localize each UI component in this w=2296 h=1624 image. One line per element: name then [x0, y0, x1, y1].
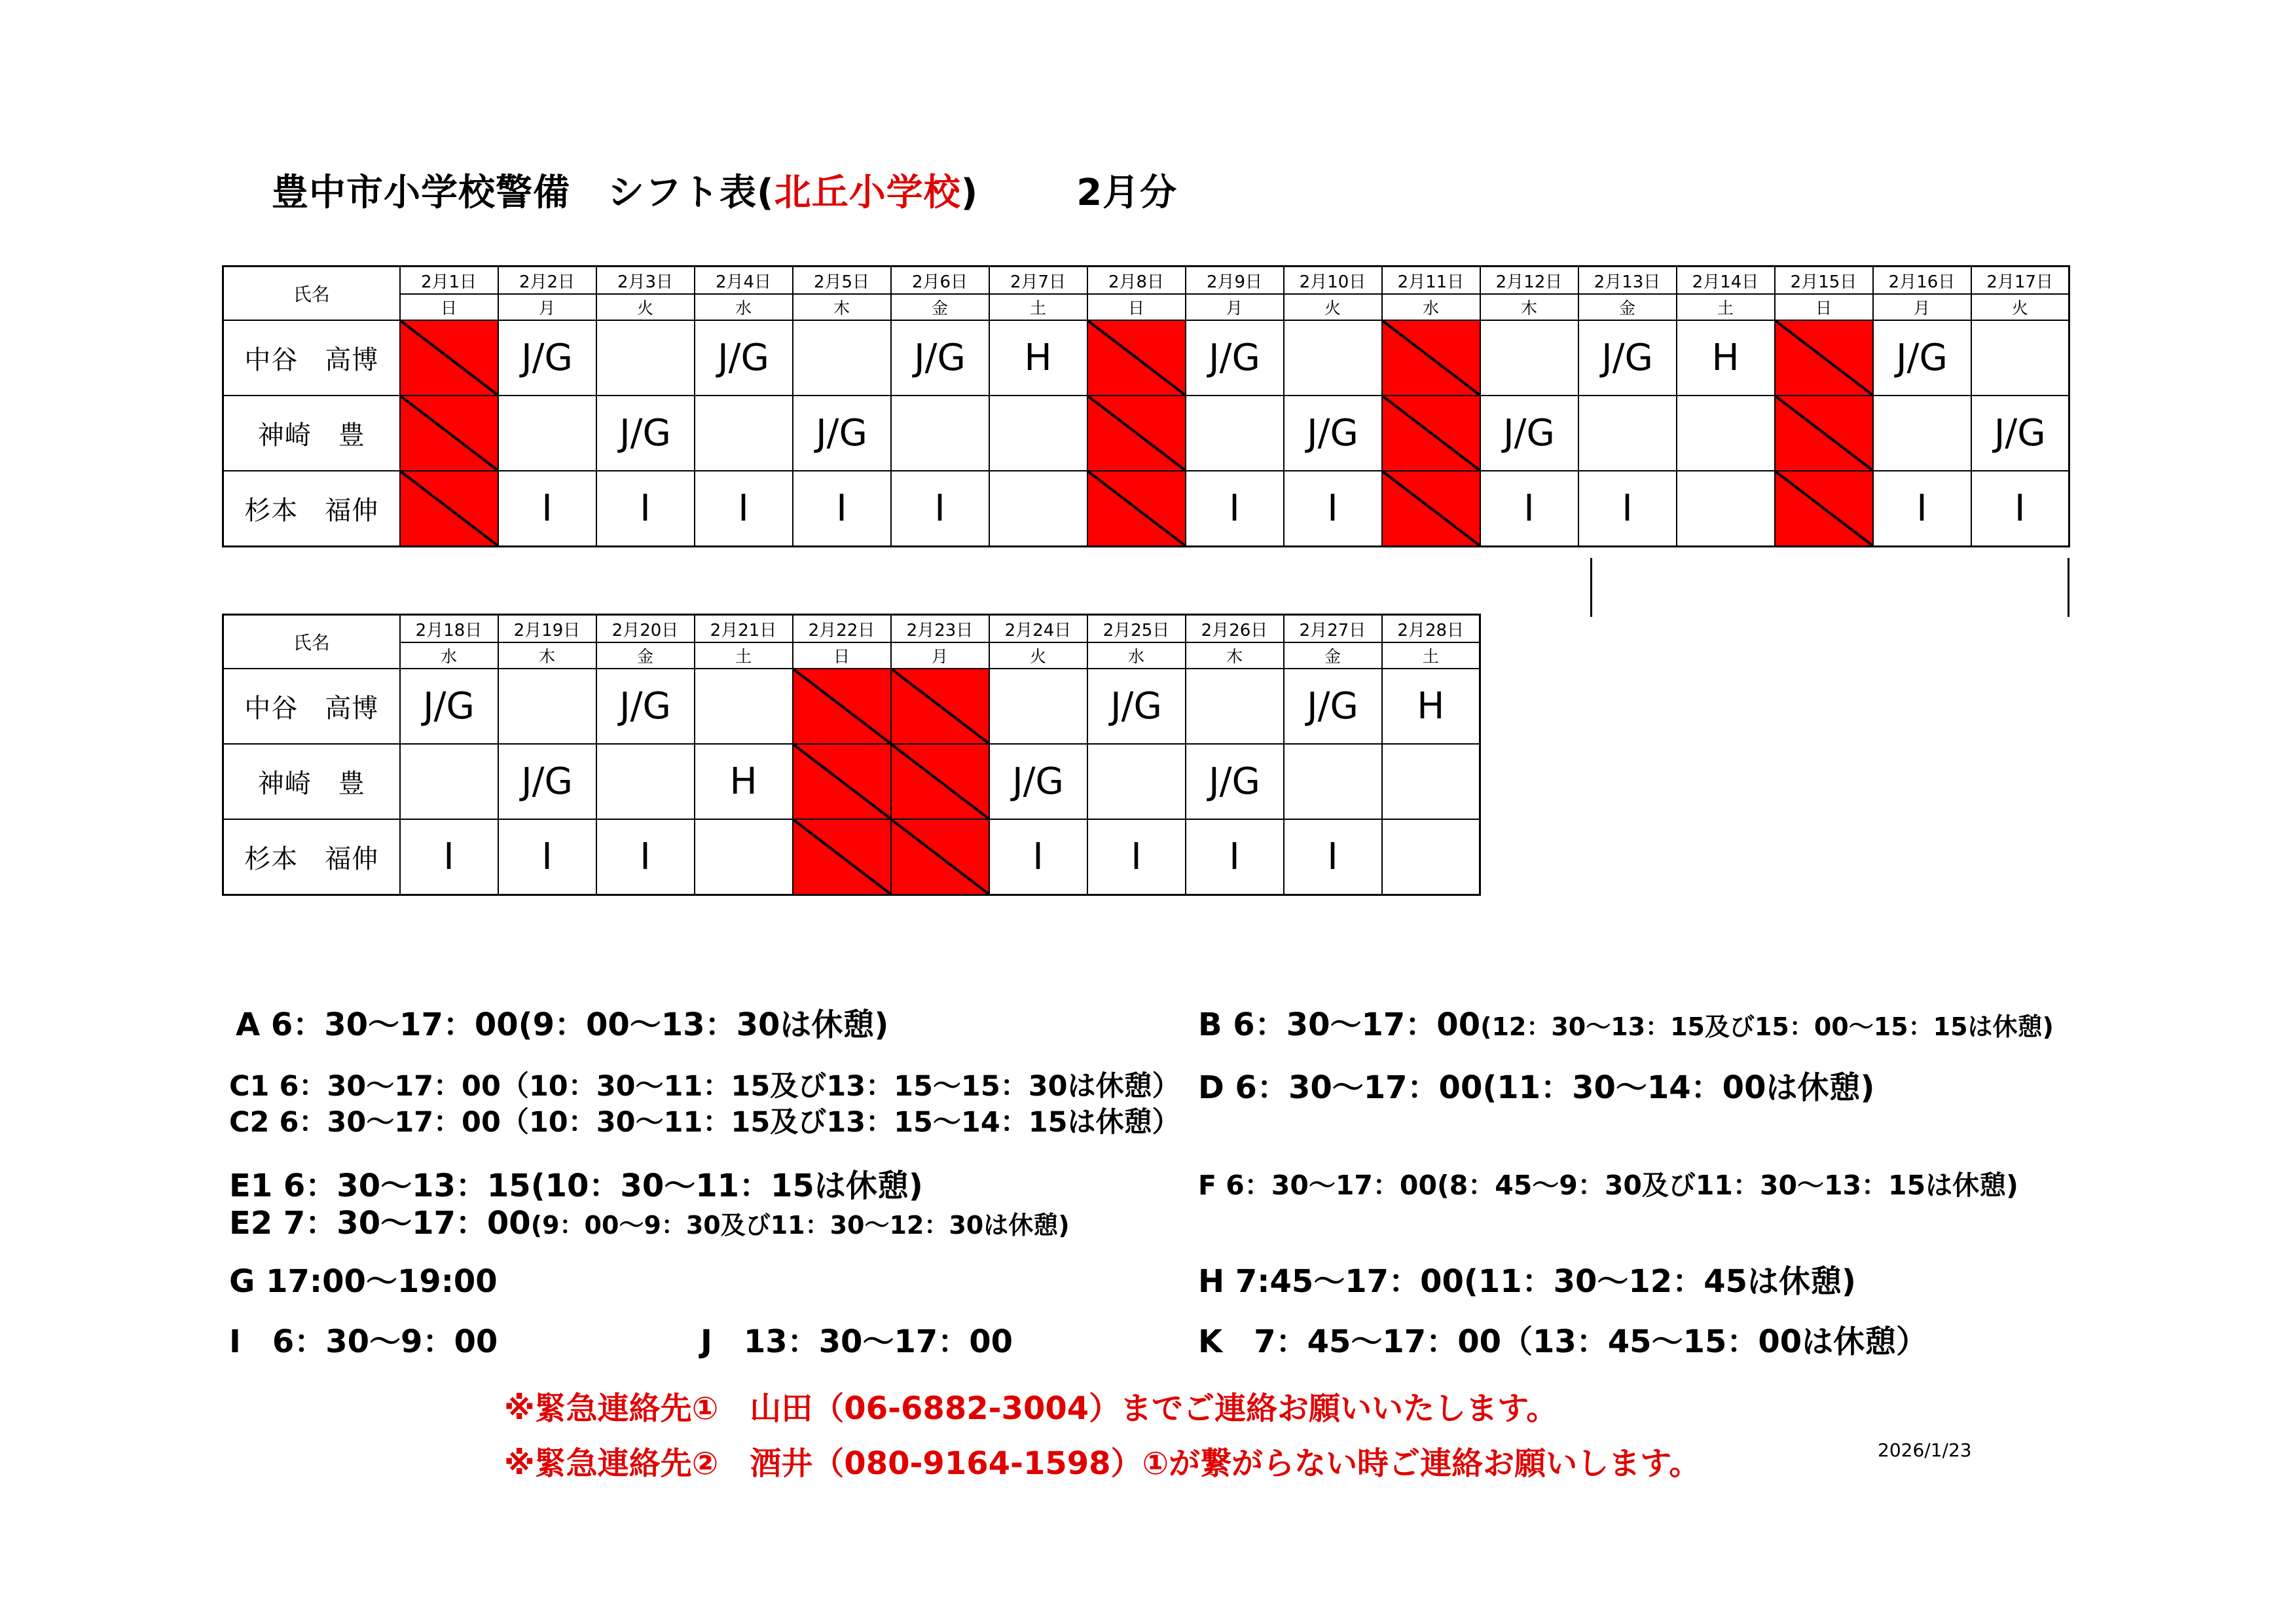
date-header: 2月5日	[793, 267, 891, 295]
day-off-cell	[891, 819, 989, 895]
weekday-header: 木	[793, 294, 891, 320]
date-header: 2月11日	[1382, 267, 1480, 295]
shift-cell	[989, 396, 1087, 471]
day-off-cell	[1087, 471, 1186, 547]
weekday-header: 日	[1775, 294, 1873, 320]
date-header: 2月17日	[1971, 267, 2069, 295]
date-header: 2月6日	[891, 267, 989, 295]
shift-cell: J/G	[695, 320, 793, 396]
shift-cell: I	[891, 471, 989, 547]
legend-e2	[229, 1198, 1070, 1243]
staff-name: 中谷 高博	[223, 320, 400, 396]
date-header: 2月19日	[498, 615, 596, 643]
staff-row	[223, 396, 2069, 471]
legend-e1: E1 6：30～13：15(10：30～11：15は休憩)	[229, 1168, 923, 1204]
staff-name: 中谷 高博	[223, 669, 400, 744]
shift-cell	[1186, 669, 1284, 744]
legend-i: I 6：30～9：00	[229, 1323, 498, 1360]
shift-cell	[498, 669, 596, 744]
date-header: 2月12日	[1480, 267, 1578, 295]
day-off-cell	[1775, 471, 1873, 547]
shift-cell	[1186, 396, 1284, 471]
weekday-header: 月	[891, 642, 989, 669]
weekday-header: 日	[1087, 294, 1186, 320]
shift-cell: I	[1971, 471, 2069, 547]
date-header: 2月16日	[1873, 267, 1971, 295]
day-off-cell	[1382, 320, 1480, 396]
weekday-header: 月	[1873, 294, 1971, 320]
day-off-cell	[400, 471, 498, 547]
shift-cell	[1873, 396, 1971, 471]
shift-cell: I	[1087, 819, 1186, 895]
weekday-header: 日	[793, 642, 891, 669]
shift-cell: H	[1677, 320, 1775, 396]
shift-cell: J/G	[1480, 396, 1578, 471]
date-header: 2月14日	[1677, 267, 1775, 295]
shift-cell	[695, 396, 793, 471]
shift-cell	[1284, 744, 1382, 819]
staff-name: 杉本 福伸	[223, 819, 400, 895]
weekday-header: 土	[1677, 294, 1775, 320]
shift-cell	[498, 396, 596, 471]
date-header: 2月22日	[793, 615, 891, 643]
shift-cell: J/G	[596, 396, 695, 471]
shift-cell	[1382, 819, 1480, 895]
date-header: 2月10日	[1284, 267, 1382, 295]
legend-k: K 7：45～17：00（13：45～15：00は休憩）	[1198, 1323, 1928, 1360]
shift-cell: J/G	[1087, 669, 1186, 744]
shift-cell: I	[498, 819, 596, 895]
day-off-cell	[793, 819, 891, 895]
title-suffix: )	[960, 172, 979, 214]
day-off-cell	[400, 396, 498, 471]
day-off-cell	[891, 669, 989, 744]
weekday-header: 火	[989, 642, 1087, 669]
table-divider-right	[2068, 558, 2069, 617]
weekday-header: 日	[400, 294, 498, 320]
shift-cell: J/G	[1186, 744, 1284, 819]
shift-cell: I	[596, 819, 695, 895]
shift-cell: J/G	[1186, 320, 1284, 396]
shift-table-1	[222, 265, 2070, 547]
legend-b	[1198, 999, 2054, 1044]
staff-name: 杉本 福伸	[223, 471, 400, 547]
weekday-header: 火	[1284, 294, 1382, 320]
shift-cell: I	[1578, 471, 1677, 547]
day-off-cell	[793, 744, 891, 819]
date-header: 2月13日	[1578, 267, 1677, 295]
weekday-header: 土	[989, 294, 1087, 320]
date-header: 2月7日	[989, 267, 1087, 295]
shift-cell: I	[695, 471, 793, 547]
weekday-header: 金	[596, 642, 695, 669]
staff-name: 神崎 豊	[223, 744, 400, 819]
legend-c2: C2 6：30～17：00（10：30～11：15及び13：15～14：15は休憩）	[229, 1106, 1180, 1139]
shift-cell	[1382, 744, 1480, 819]
shift-cell: I	[400, 819, 498, 895]
day-off-cell	[1382, 471, 1480, 547]
date-header: 2月8日	[1087, 267, 1186, 295]
day-off-cell	[1775, 396, 1873, 471]
shift-cell: I	[1873, 471, 1971, 547]
weekday-header: 火	[596, 294, 695, 320]
document-date: 2026/1/23	[1878, 1439, 1972, 1461]
date-header: 2月18日	[400, 615, 498, 643]
date-header: 2月26日	[1186, 615, 1284, 643]
shift-cell	[793, 320, 891, 396]
staff-row	[223, 320, 2069, 396]
weekday-header: 金	[1578, 294, 1677, 320]
staff-row	[223, 471, 2069, 547]
date-header: 2月27日	[1284, 615, 1382, 643]
table-divider-left	[1590, 558, 1592, 617]
day-off-cell	[793, 669, 891, 744]
day-off-cell	[891, 744, 989, 819]
date-header: 2月21日	[695, 615, 793, 643]
weekday-header: 木	[1480, 294, 1578, 320]
shift-cell: I	[498, 471, 596, 547]
date-header: 2月3日	[596, 267, 695, 295]
shift-cell: J/G	[891, 320, 989, 396]
weekday-header: 月	[498, 294, 596, 320]
legend-a: A 6：30～17：00(9：00～13：30は休憩)	[236, 1006, 889, 1043]
legend-b-main: B 6：30～17：00	[1198, 1006, 1481, 1043]
shift-cell: J/G	[1284, 396, 1382, 471]
title-prefix: 豊中市小学校警備 シフト表(	[272, 172, 774, 214]
weekday-header: 木	[1186, 642, 1284, 669]
legend-b-note: (12：30～13：15及び15：00～15：15は休憩)	[1480, 1012, 2054, 1041]
legend-g: G 17:00～19:00	[229, 1263, 498, 1300]
shift-cell: J/G	[596, 669, 695, 744]
shift-cell: J/G	[793, 396, 891, 471]
title-month: 2月分	[1076, 172, 1178, 214]
emergency-contact-2: ※緊急連絡先② 酒井（080-9164-1598）①が繋がらない時ご連絡お願いします。	[504, 1445, 1701, 1482]
shift-cell: J/G	[1578, 320, 1677, 396]
school-name: 北丘小学校	[774, 172, 961, 214]
shift-cell	[695, 819, 793, 895]
shift-cell: I	[1284, 471, 1382, 547]
date-header: 2月1日	[400, 267, 498, 295]
shift-cell	[891, 396, 989, 471]
weekday-header: 水	[695, 294, 793, 320]
shift-cell: I	[1186, 819, 1284, 895]
shift-cell: J/G	[1873, 320, 1971, 396]
shift-cell	[1284, 320, 1382, 396]
date-header: 2月25日	[1087, 615, 1186, 643]
legend-j: J 13：30～17：00	[701, 1323, 1013, 1360]
weekday-header: 水	[1087, 642, 1186, 669]
date-header: 2月2日	[498, 267, 596, 295]
shift-cell	[989, 669, 1087, 744]
shift-cell: I	[596, 471, 695, 547]
staff-name: 神崎 豊	[223, 396, 400, 471]
date-header: 2月23日	[891, 615, 989, 643]
shift-cell: J/G	[400, 669, 498, 744]
weekday-header: 水	[400, 642, 498, 669]
date-header: 2月24日	[989, 615, 1087, 643]
date-header: 2月15日	[1775, 267, 1873, 295]
name-column-header: 氏名	[223, 615, 400, 669]
date-header: 2月4日	[695, 267, 793, 295]
weekday-header: 金	[1284, 642, 1382, 669]
day-off-cell	[1382, 396, 1480, 471]
shift-table-2	[222, 614, 1481, 896]
shift-cell	[1578, 396, 1677, 471]
weekday-header: 土	[695, 642, 793, 669]
legend-c1: C1 6：30～17：00（10：30～11：15及び13：15～15：30は休憩）	[229, 1070, 1180, 1103]
day-off-cell	[1087, 320, 1186, 396]
legend-e2-main: E2 7：30～17：00	[229, 1205, 531, 1242]
shift-cell	[1480, 320, 1578, 396]
shift-cell	[400, 744, 498, 819]
shift-cell	[695, 669, 793, 744]
staff-row	[223, 669, 1480, 744]
legend-e2-note: (9：00～9：30及び11：30～12：30は休憩)	[530, 1211, 1070, 1240]
weekday-header: 金	[891, 294, 989, 320]
weekday-header: 木	[498, 642, 596, 669]
weekday-header: 火	[1971, 294, 2069, 320]
name-column-header: 氏名	[223, 267, 400, 321]
shift-cell	[596, 744, 695, 819]
day-off-cell	[1087, 396, 1186, 471]
shift-cell: J/G	[498, 744, 596, 819]
shift-cell	[596, 320, 695, 396]
emergency-contact-1: ※緊急連絡先① 山田（06-6882-3004）までご連絡お願いいたします。	[504, 1390, 1558, 1427]
staff-row	[223, 819, 1480, 895]
staff-row	[223, 744, 1480, 819]
shift-cell: I	[1186, 471, 1284, 547]
weekday-header: 水	[1382, 294, 1480, 320]
page-title	[272, 164, 1177, 216]
shift-cell: H	[989, 320, 1087, 396]
date-header: 2月9日	[1186, 267, 1284, 295]
legend-h: H 7:45～17：00(11：30～12：45は休憩)	[1198, 1263, 1856, 1300]
shift-cell: J/G	[989, 744, 1087, 819]
shift-cell: J/G	[498, 320, 596, 396]
day-off-cell	[400, 320, 498, 396]
legend-d: D 6：30～17：00(11：30～14：00は休憩)	[1198, 1069, 1875, 1106]
shift-cell: I	[989, 819, 1087, 895]
weekday-header: 月	[1186, 294, 1284, 320]
shift-cell	[1677, 471, 1775, 547]
shift-cell: J/G	[1971, 396, 2069, 471]
date-header: 2月20日	[596, 615, 695, 643]
date-header: 2月28日	[1382, 615, 1480, 643]
shift-cell: J/G	[1284, 669, 1382, 744]
shift-cell	[989, 471, 1087, 547]
shift-cell	[1677, 396, 1775, 471]
shift-cell: I	[1480, 471, 1578, 547]
shift-cell: I	[1284, 819, 1382, 895]
weekday-header: 土	[1382, 642, 1480, 669]
shift-cell: H	[1382, 669, 1480, 744]
shift-cell: H	[695, 744, 793, 819]
day-off-cell	[1775, 320, 1873, 396]
shift-cell	[1087, 744, 1186, 819]
shift-cell	[1971, 320, 2069, 396]
legend-f: F 6：30～17：00(8：45～9：30及び11：30～13：15は休憩)	[1198, 1170, 2018, 1201]
shift-cell: I	[793, 471, 891, 547]
